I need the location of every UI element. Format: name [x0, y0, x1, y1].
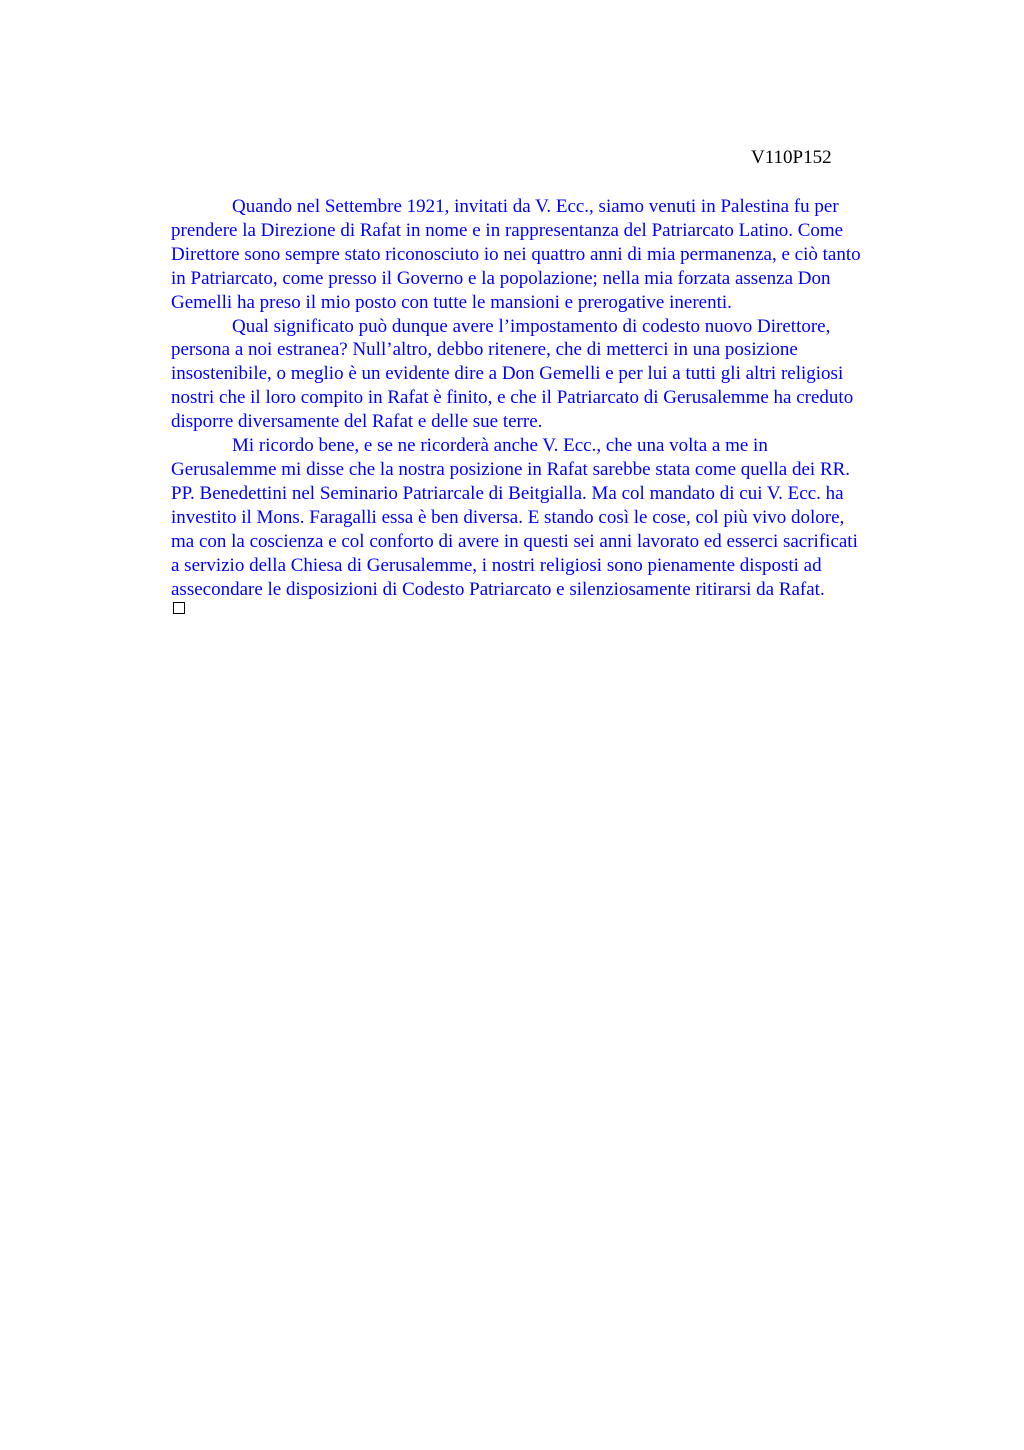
letter-body: [171, 195, 923, 601]
square-box-icon: [173, 602, 185, 614]
paragraph-2: Qual significato può dunque avere l’impostamento di codesto nuovo Direttore, persona a noi estranea? Null’altro, debbo ritenere, che di metterci in una posizione insostenibile, o meglio è un evidente dire a Don Gemelli e per lui a tutti gli altri religiosi nostri che il loro compito in Rafat è finito, e che il Patriarcato di Gerusalemme ha creduto disporre diversamente del Rafat e delle sue terre.: [171, 315, 854, 433]
paragraph-1: Quando nel Settembre 1921, invitati da V. Ecc., siamo venuti in Palestina fu per prendere la Direzione di Rafat in nome e in rappresentanza del Patriarcato Latino. Come Direttore sono sempre stato riconosciuto io nei quattro anni di mia permanenza, e ciò tanto in Patriarcato, come presso il Governo e la popolazione; nella mia forzata assenza Don Gemelli ha preso il mio posto con tutte le mansioni e prerogative inerenti.: [171, 196, 861, 313]
page-code: V110P152: [751, 147, 832, 168]
paragraph-3: Mi ricordo bene, e se ne ricorderà anche V. Ecc., che una volta a me in Gerusalemme mi disse che la nostra posizione in Rafat sarebbe stata come quella dei RR. PP. Benedettini nel Seminario Patriarcale di Beitgialla. Ma col mandato di cui V. Ecc. ha investito il Mons. Faragalli essa è ben diversa. E stando così le cose, col più vivo dolore, ma con la coscienza e col conforto di avere in questi sei anni lavorato ed esserci sacrificati a servizio della Chiesa di Gerusalemme, i nostri religiosi sono pienamente disposti ad assecondare le disposizioni di Codesto Patriarcato e silenziosamente ritirarsi da Rafat.: [171, 435, 858, 600]
